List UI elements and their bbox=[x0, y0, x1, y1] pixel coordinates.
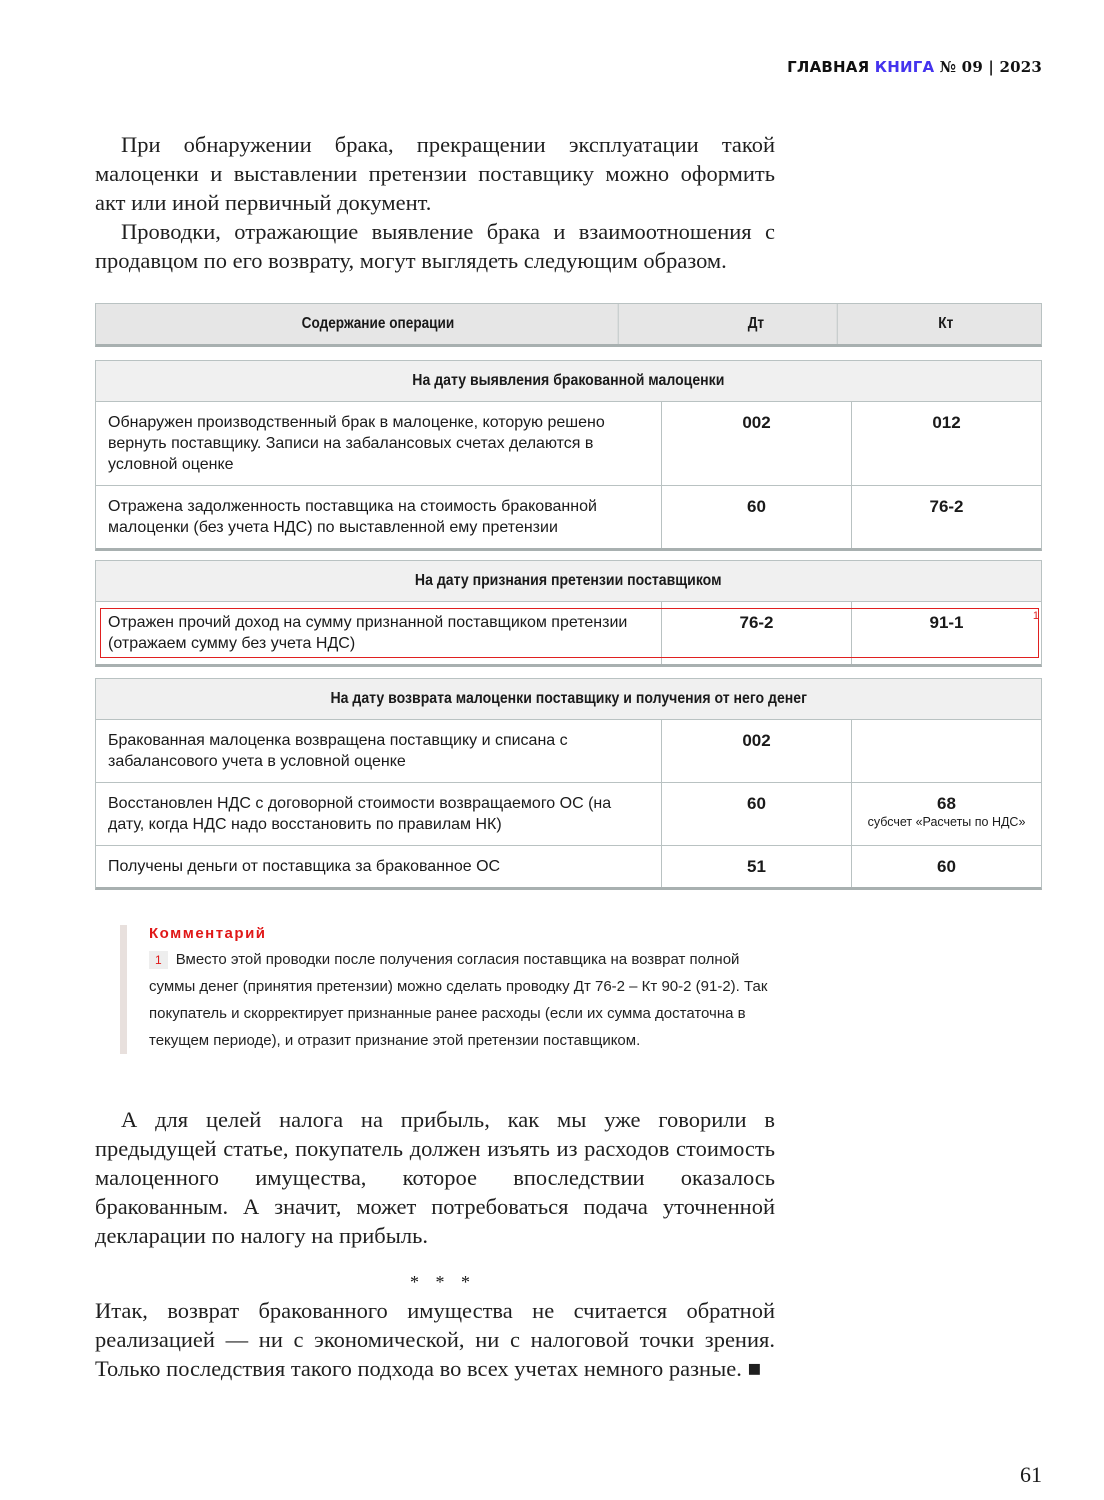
table-row bbox=[96, 486, 1041, 548]
operation-cell: Отражена задолженность поставщика на стоимость бракованной малоценки (без учета НДС) по выставленной ему претензии bbox=[96, 486, 662, 548]
paragraph: А для целей налога на прибыль, как мы уже говорили в предыдущей статье, покупатель должен изъять из расходов стоимость малоценного имущества, которое впоследствии оказалось бракованным. А значит, может потребоваться подача уточненной декларации по налогу на прибыль. bbox=[95, 1107, 775, 1248]
paragraph: Проводки, отражающие выявление брака и взаимоотношения с продавцом по его возврату, могут выглядеть следующим образом. bbox=[95, 219, 775, 273]
debit-cell: 002 bbox=[662, 720, 852, 782]
final-text bbox=[95, 1296, 775, 1383]
magazine-header bbox=[787, 58, 1042, 76]
table-header bbox=[95, 303, 1042, 347]
credit-cell: 60 bbox=[937, 857, 956, 876]
credit-cell: 76-2 bbox=[929, 497, 964, 516]
table-section bbox=[95, 360, 1042, 551]
column-header-debit: Дт bbox=[675, 304, 837, 344]
operation-cell: Обнаружен производственный брак в малоценке, которую решено вернуть поставщику. Записи на забалансовых счетах делаются в условной оценке bbox=[96, 402, 662, 485]
paragraph: Итак, возврат бракованного имущества не считается обратной реализацией — ни с экономической, ни с налоговой точки зрения. Только последствия такого подхода во всех учетах немного разные. ■ bbox=[95, 1298, 775, 1381]
section-title: На дату возврата малоценки поставщику и получения от него денег bbox=[96, 679, 1041, 720]
operation-cell: Отражен прочий доход на сумму признанной поставщиком претензии (отражаем сумму без учета НДС) bbox=[96, 602, 662, 664]
table-row bbox=[96, 402, 1041, 486]
section-title: На дату выявления бракованной малоценки bbox=[96, 361, 1041, 402]
operation-cell: Восстановлен НДС с договорной стоимости возвращаемого ОС (на дату, когда НДС надо восстановить по правилам НК) bbox=[96, 783, 662, 845]
debit-cell: 76-2 bbox=[662, 602, 852, 664]
paragraph: При обнаружении брака, прекращении эксплуатации такой малоценки и выставлении претензии поставщику можно оформить акт или иной первичный документ. bbox=[95, 132, 775, 215]
credit-cell bbox=[852, 720, 1041, 782]
column-header-credit: Кт bbox=[938, 315, 954, 332]
credit-subaccount-note: субсчет «Расчеты по НДС» bbox=[867, 815, 1026, 829]
section-separator: * * * bbox=[410, 1272, 476, 1292]
table-section bbox=[95, 678, 1042, 890]
credit-cell bbox=[852, 783, 1041, 845]
debit-cell: 51 bbox=[662, 846, 852, 887]
footnote-number: 1 bbox=[149, 951, 168, 969]
page-number: 61 bbox=[1020, 1462, 1042, 1487]
comment-title: Комментарий bbox=[149, 925, 267, 942]
column-header-operation: Содержание операции bbox=[138, 304, 618, 344]
credit-cell: 012 bbox=[932, 413, 961, 432]
footnote-marker[interactable]: 1 bbox=[1032, 610, 1039, 622]
brand-name-part2: КНИГА bbox=[874, 58, 935, 76]
operation-cell: Получены деньги от поставщика за бракованное ОС bbox=[96, 846, 662, 887]
table-row bbox=[96, 720, 1041, 783]
comment-body bbox=[149, 946, 789, 1054]
intro-text bbox=[95, 130, 775, 275]
table-row bbox=[96, 846, 1041, 887]
credit-account: 68 bbox=[937, 794, 956, 813]
debit-cell: 002 bbox=[662, 402, 852, 485]
comment-text: Вместо этой проводки после получения согласия поставщика на возврат полной суммы денег (принятия претензии) можно сделать проводку Дт 76-2 – Кт 90-2 (91-2). Так покупатель и скорректирует признанные ранее расходы (если их сумма достаточна в текущем периоде), и отразит признание этой претензии поставщиком. bbox=[149, 951, 768, 1049]
operation-cell: Бракованная малоценка возвращена поставщику и списана с забалансового учета в условной оценке bbox=[96, 720, 662, 782]
brand-name-part1: ГЛАВНАЯ bbox=[787, 58, 870, 76]
issue-number: № 09 | 2023 bbox=[939, 58, 1042, 76]
section-title: На дату признания претензии поставщиком bbox=[96, 561, 1041, 602]
credit-cell: 91-1 bbox=[929, 613, 964, 632]
debit-cell: 60 bbox=[662, 783, 852, 845]
comment-block bbox=[120, 925, 789, 1054]
debit-cell: 60 bbox=[662, 486, 852, 548]
table-section bbox=[95, 560, 1042, 667]
middle-text bbox=[95, 1105, 775, 1250]
table-row bbox=[96, 783, 1041, 846]
table-row bbox=[96, 602, 1041, 664]
